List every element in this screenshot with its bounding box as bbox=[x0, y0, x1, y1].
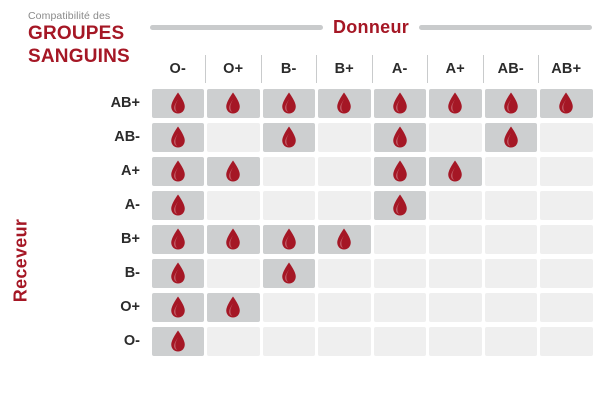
grid-cell-o--b- bbox=[263, 327, 316, 356]
compatibility-grid bbox=[110, 52, 594, 392]
grid-cell-o+-a- bbox=[374, 293, 427, 322]
grid-cell-ab+-ab+ bbox=[540, 89, 593, 118]
column-header-abpos: AB+ bbox=[539, 52, 595, 86]
row-header-bpos: B+ bbox=[121, 231, 140, 247]
column-header-abneg: AB- bbox=[483, 52, 539, 86]
blood-drop-icon bbox=[392, 161, 407, 182]
blood-drop-icon bbox=[281, 93, 296, 114]
grid-cell-ab+-o+ bbox=[207, 89, 260, 118]
grid-cell-b+-b- bbox=[263, 225, 316, 254]
grid-cell-ab+-a- bbox=[374, 89, 427, 118]
blood-drop-icon bbox=[170, 195, 185, 216]
grid-cell-b+-b+ bbox=[318, 225, 371, 254]
grid-cell-ab--o+ bbox=[207, 123, 260, 152]
blood-drop-icon bbox=[170, 229, 185, 250]
grid-cell-o--ab+ bbox=[540, 327, 593, 356]
grid-cell-b--ab- bbox=[485, 259, 538, 288]
column-header-bpos: B+ bbox=[317, 52, 373, 86]
grid-cell-a--b+ bbox=[318, 191, 371, 220]
grid-cell-a+-ab+ bbox=[540, 157, 593, 186]
table-row bbox=[150, 188, 594, 222]
page-title-line-2: SANGUINS bbox=[28, 45, 130, 67]
blood-drop-icon bbox=[281, 229, 296, 250]
blood-drop-icon bbox=[281, 127, 296, 148]
grid-cell-o--o+ bbox=[207, 327, 260, 356]
blood-drop-icon bbox=[170, 331, 185, 352]
chart-title-block bbox=[28, 10, 148, 67]
grid-cell-ab--ab- bbox=[485, 123, 538, 152]
grid-cell-a--o+ bbox=[207, 191, 260, 220]
donor-axis-header bbox=[150, 14, 592, 40]
grid-cell-o+-o- bbox=[152, 293, 205, 322]
grid-cell-a--o- bbox=[152, 191, 205, 220]
grid-cell-b+-o+ bbox=[207, 225, 260, 254]
grid-cell-b--o+ bbox=[207, 259, 260, 288]
grid-cell-a+-b+ bbox=[318, 157, 371, 186]
donor-axis-label: Donneur bbox=[332, 16, 410, 37]
blood-drop-icon bbox=[226, 229, 241, 250]
column-header-oneg: O- bbox=[169, 61, 186, 77]
grid-cell-ab--a- bbox=[374, 123, 427, 152]
grid-cell-a+-b- bbox=[263, 157, 316, 186]
grid-cell-b--b+ bbox=[318, 259, 371, 288]
grid-cell-b+-ab- bbox=[485, 225, 538, 254]
grid-body bbox=[110, 86, 594, 358]
grid-cell-o--ab- bbox=[485, 327, 538, 356]
grid-cell-b--b- bbox=[263, 259, 316, 288]
grid-cell-b--a- bbox=[374, 259, 427, 288]
row-header-aneg: A- bbox=[124, 197, 140, 213]
grid-cell-ab+-o- bbox=[152, 89, 205, 118]
blood-drop-icon bbox=[170, 263, 185, 284]
blood-drop-icon bbox=[503, 93, 518, 114]
row-header-oneg: O- bbox=[123, 333, 140, 349]
table-row bbox=[150, 290, 594, 324]
grid-cell-a--ab+ bbox=[540, 191, 593, 220]
grid-cell-ab--b+ bbox=[318, 123, 371, 152]
blood-drop-icon bbox=[392, 127, 407, 148]
grid-cell-o+-o+ bbox=[207, 293, 260, 322]
grid-cell-ab+-b- bbox=[263, 89, 316, 118]
grid-cell-b+-a- bbox=[374, 225, 427, 254]
grid-cell-b--a+ bbox=[429, 259, 482, 288]
chart-subtitle: Compatibilité des bbox=[28, 10, 111, 22]
grid-cell-a--a- bbox=[374, 191, 427, 220]
grid-cell-b--ab+ bbox=[540, 259, 593, 288]
donor-rule-left bbox=[150, 25, 323, 30]
grid-cell-o+-ab+ bbox=[540, 293, 593, 322]
grid-cell-o+-b- bbox=[263, 293, 316, 322]
blood-drop-icon bbox=[170, 93, 185, 114]
grid-cell-o--a+ bbox=[429, 327, 482, 356]
grid-cell-ab--a+ bbox=[429, 123, 482, 152]
blood-drop-icon bbox=[337, 93, 352, 114]
grid-cell-a+-ab- bbox=[485, 157, 538, 186]
grid-cell-o+-ab- bbox=[485, 293, 538, 322]
donor-rule-right bbox=[419, 25, 592, 30]
grid-cell-a+-a+ bbox=[429, 157, 482, 186]
grid-cell-o+-a+ bbox=[429, 293, 482, 322]
column-header-row bbox=[150, 52, 594, 86]
grid-cell-o--o- bbox=[152, 327, 205, 356]
blood-drop-icon bbox=[170, 127, 185, 148]
grid-cell-a--b- bbox=[263, 191, 316, 220]
grid-cell-o+-b+ bbox=[318, 293, 371, 322]
table-row bbox=[150, 324, 594, 358]
column-header-apos: A+ bbox=[428, 52, 484, 86]
blood-drop-icon bbox=[226, 297, 241, 318]
blood-drop-icon bbox=[226, 93, 241, 114]
row-header-abneg: AB- bbox=[114, 129, 140, 145]
blood-drop-icon bbox=[281, 263, 296, 284]
row-header-opos: O+ bbox=[120, 299, 140, 315]
grid-cell-ab+-a+ bbox=[429, 89, 482, 118]
table-row bbox=[150, 120, 594, 154]
grid-cell-ab+-ab- bbox=[485, 89, 538, 118]
grid-cell-a--ab- bbox=[485, 191, 538, 220]
page-title-line-1: GROUPES bbox=[28, 23, 125, 45]
blood-drop-icon bbox=[170, 161, 185, 182]
grid-cell-b+-a+ bbox=[429, 225, 482, 254]
grid-cell-ab+-b+ bbox=[318, 89, 371, 118]
grid-cell-ab--b- bbox=[263, 123, 316, 152]
column-header-bneg: B- bbox=[261, 52, 317, 86]
recipient-axis-label: Receveur bbox=[10, 218, 31, 303]
grid-cell-o--b+ bbox=[318, 327, 371, 356]
grid-cell-b+-o- bbox=[152, 225, 205, 254]
column-header-aneg: A- bbox=[372, 52, 428, 86]
grid-cell-b+-ab+ bbox=[540, 225, 593, 254]
blood-drop-icon bbox=[170, 297, 185, 318]
blood-drop-icon bbox=[392, 93, 407, 114]
grid-cell-ab--ab+ bbox=[540, 123, 593, 152]
table-row bbox=[150, 222, 594, 256]
grid-cell-o--a- bbox=[374, 327, 427, 356]
blood-drop-icon bbox=[503, 127, 518, 148]
grid-cell-a+-o- bbox=[152, 157, 205, 186]
table-row bbox=[150, 256, 594, 290]
blood-drop-icon bbox=[392, 195, 407, 216]
grid-cell-a+-o+ bbox=[207, 157, 260, 186]
row-header-abpos: AB+ bbox=[110, 95, 140, 111]
blood-drop-icon bbox=[337, 229, 352, 250]
grid-cell-ab--o- bbox=[152, 123, 205, 152]
column-header-opos: O+ bbox=[206, 52, 262, 86]
table-row bbox=[150, 86, 594, 120]
table-row bbox=[150, 154, 594, 188]
blood-drop-icon bbox=[226, 161, 241, 182]
blood-drop-icon bbox=[559, 93, 574, 114]
row-header-bneg: B- bbox=[124, 265, 140, 281]
blood-drop-icon bbox=[448, 161, 463, 182]
blood-drop-icon bbox=[448, 93, 463, 114]
row-header-apos: A+ bbox=[121, 163, 140, 179]
grid-cell-a--a+ bbox=[429, 191, 482, 220]
grid-cell-a+-a- bbox=[374, 157, 427, 186]
grid-cell-b--o- bbox=[152, 259, 205, 288]
recipient-axis-header bbox=[6, 180, 36, 380]
